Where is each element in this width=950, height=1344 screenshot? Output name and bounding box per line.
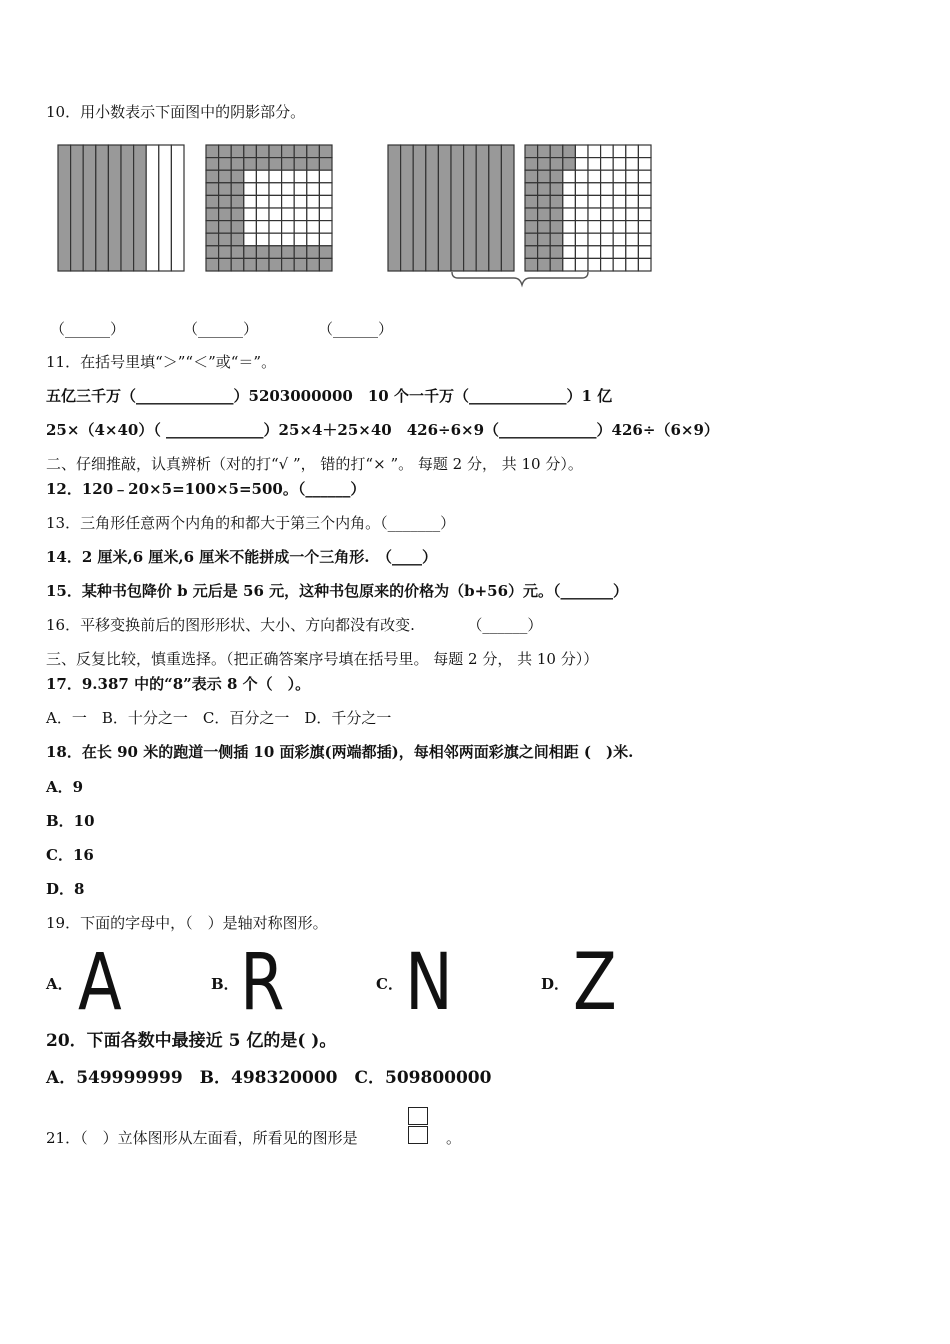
q21-text: 21．（ ）立体图形从左面看，所看见的图形是 bbox=[46, 1129, 358, 1147]
q21-view-square-bottom bbox=[408, 1126, 428, 1144]
q10-title: 10．用小数表示下面图中的阴影部分。 bbox=[46, 103, 306, 121]
q14: 14．2 厘米,6 厘米,6 厘米不能拼成一个三角形. （____） bbox=[46, 548, 438, 566]
q20: 20．下面各数中最接近 5 亿的是( )。 bbox=[46, 1031, 337, 1051]
q20-options: A．549999999 B．498320000 C．509800000 bbox=[46, 1068, 492, 1088]
q17: 17．9.387 中的“8”表示 8 个（ ）。 bbox=[46, 675, 311, 693]
q19-letter-c: N bbox=[405, 938, 453, 1028]
q19-label-c: C． bbox=[376, 975, 403, 993]
q10-brace bbox=[452, 272, 588, 285]
q15: 15．某种书包降价 b 元后是 56 元，这种书包原来的价格为（b+56）元。（_______） bbox=[46, 582, 629, 600]
q18-option-d: D．8 bbox=[46, 880, 85, 898]
q21-view-square-top bbox=[408, 1107, 428, 1125]
q18: 18．在长 90 米的跑道一侧插 10 面彩旗(两端都插)，每相邻两面彩旗之间相距 ( )米. bbox=[46, 743, 634, 761]
q18-option-c: C．16 bbox=[46, 846, 94, 864]
q19: 19．下面的字母中，（ ）是轴对称图形。 bbox=[46, 914, 328, 932]
q10-figure-1-strips bbox=[58, 145, 184, 271]
section-2-title: 二、仔细推敲，认真辨析（对的打“√ ”， 错的打“× ”。 每题 2 分， 共 10 分）。 bbox=[46, 455, 583, 473]
q10-blank-1[interactable]: （______） bbox=[50, 320, 126, 338]
q10-blank-2[interactable]: （______） bbox=[183, 320, 259, 338]
q11-row-1: 五亿三千万（_____________）5203000000 10 个一千万（_____________）1 亿 bbox=[46, 387, 613, 405]
q18-option-a: A．9 bbox=[46, 778, 84, 796]
q21-period: 。 bbox=[446, 1129, 462, 1147]
q19-letter-b: R bbox=[240, 938, 285, 1028]
q10-figure-3-strips bbox=[388, 145, 514, 271]
q10-blank-3[interactable]: （______） bbox=[318, 320, 394, 338]
q16: 16．平移变换前后的图形形状、大小、方向都没有改变. （______） bbox=[46, 616, 543, 634]
q11-title: 11．在括号里填“＞”“＜”或“＝”。 bbox=[46, 353, 277, 371]
q11-row-2: 25×（4×40）（ _____________）25×4＋25×40 426÷6×9（_____________）426÷（6×9） bbox=[46, 421, 719, 439]
q18-option-b: B．10 bbox=[46, 812, 95, 830]
q17-options: A．一 B．十分之一 C．百分之一 D．千分之一 bbox=[46, 709, 392, 727]
q10-figure-4-grid bbox=[525, 145, 651, 271]
q19-letter-d: Z bbox=[573, 938, 617, 1028]
q12: 12．120﹣20×5=100×5=500。（______） bbox=[46, 480, 366, 498]
q10-figure-2-grid bbox=[206, 145, 332, 271]
q21 bbox=[46, 1128, 358, 1148]
q10-figures bbox=[0, 0, 950, 300]
q19-label-a: A． bbox=[46, 975, 73, 993]
section-3-title: 三、反复比较，慎重选择。（把正确答案序号填在括号里。 每题 2 分， 共 10 分）） bbox=[46, 650, 599, 668]
q13: 13．三角形任意两个内角的和都大于第三个内角。（_______） bbox=[46, 514, 456, 532]
q19-label-d: D． bbox=[541, 975, 570, 993]
q19-letter-a: A bbox=[78, 938, 122, 1028]
q19-label-b: B． bbox=[211, 975, 239, 993]
